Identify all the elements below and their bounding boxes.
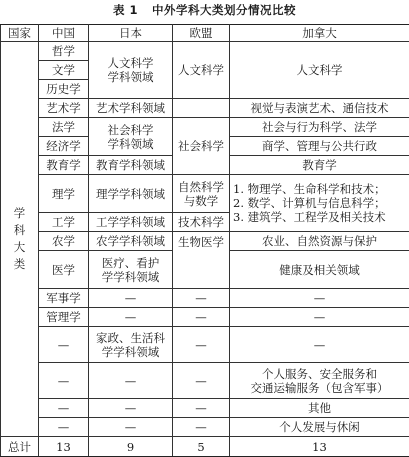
header-row [1, 25, 409, 42]
eu-home: — [173, 327, 230, 363]
china-literature: 文学 [39, 61, 89, 80]
canada-humanities: 人文科学 [230, 42, 409, 99]
eu-services: — [173, 363, 230, 399]
table-title: 中外学科大类划分情况比较 [152, 3, 296, 17]
japan-services: — [89, 363, 173, 399]
china-science: 理学 [39, 175, 89, 213]
china-home: — [39, 327, 89, 363]
totals-japan: 9 [89, 437, 173, 457]
china-agriculture: 农学 [39, 232, 89, 251]
japan-home: 家政、生活科 学学科领域 [89, 327, 173, 363]
japan-management: — [89, 308, 173, 327]
table-row [1, 118, 409, 137]
japan-engineering: 工学学科领域 [89, 213, 173, 232]
table-row [1, 99, 409, 118]
canada-business: 商学、管理与公共行政 [230, 137, 409, 156]
table-row [1, 327, 409, 363]
totals-eu: 5 [173, 437, 230, 457]
china-personal: — [39, 418, 89, 437]
japan-humanities: 人文科学 学科领域 [89, 42, 173, 99]
china-arts: 艺术学 [39, 99, 89, 118]
table-row [1, 418, 409, 437]
china-education: 教育学 [39, 156, 89, 175]
totals-china: 13 [39, 437, 89, 457]
header-canada: 加拿大 [230, 25, 409, 42]
totals-label: 总计 [1, 437, 39, 457]
totals-row [1, 437, 409, 457]
japan-education: 教育学科领域 [89, 156, 173, 175]
table-row [1, 363, 409, 399]
table-row [1, 232, 409, 251]
table-row [1, 175, 409, 213]
canada-agriculture: 农业、自然资源与保护 [230, 232, 409, 251]
china-engineering: 工学 [39, 213, 89, 232]
eu-natural: 自然科学 与数学 [173, 175, 230, 213]
canada-home: — [230, 327, 409, 363]
china-management: 管理学 [39, 308, 89, 327]
table-row [1, 42, 409, 61]
eu-humanities: 人文科学 [173, 42, 230, 99]
table-number: 表 1 [113, 3, 138, 17]
japan-agriculture: 农学学科领域 [89, 232, 173, 251]
header-country: 国家 [1, 25, 39, 42]
canada-other: 其他 [230, 399, 409, 418]
table-row [1, 289, 409, 308]
canada-sciences: 1. 物理学、生命科学和技术； 2. 数学、计算机与信息科学； 3. 建筑学、工程学及相关技术 [230, 175, 409, 232]
china-philosophy: 哲学 [39, 42, 89, 61]
header-japan: 日本 [89, 25, 173, 42]
china-services: — [39, 363, 89, 399]
header-eu: 欧盟 [173, 25, 230, 42]
table-caption [0, 2, 409, 18]
canada-social: 社会与行为科学、法学 [230, 118, 409, 137]
china-law: 法学 [39, 118, 89, 137]
china-military: 军事学 [39, 289, 89, 308]
japan-other: — [89, 399, 173, 418]
header-china: 中国 [39, 25, 89, 42]
japan-personal: — [89, 418, 173, 437]
china-other: — [39, 399, 89, 418]
canada-services: 个人服务、安全服务和 交通运输服务（包含军事） [230, 363, 409, 399]
japan-social: 社会科学 学科领域 [89, 118, 173, 156]
canada-management: — [230, 308, 409, 327]
japan-medicine: 医疗、看护 学学科领域 [89, 251, 173, 289]
table-row [1, 308, 409, 327]
japan-science: 理学学科领域 [89, 175, 173, 213]
china-history: 历史学 [39, 80, 89, 99]
eu-military: — [173, 289, 230, 308]
china-economics: 经济学 [39, 137, 89, 156]
eu-personal: — [173, 418, 230, 437]
canada-education: 教育学 [230, 156, 409, 175]
eu-social: 社会科学 [173, 118, 230, 175]
eu-arts-empty [173, 99, 230, 118]
eu-biomedical: 生物医学 [173, 232, 230, 289]
group-label-cell: 学 科 大 类 [1, 42, 39, 437]
eu-management: — [173, 308, 230, 327]
totals-canada: 13 [230, 437, 409, 457]
canada-personal: 个人发展与休闲 [230, 418, 409, 437]
japan-military: — [89, 289, 173, 308]
eu-other: — [173, 399, 230, 418]
canada-arts: 视觉与表演艺术、通信技术 [230, 99, 409, 118]
table-row [1, 399, 409, 418]
japan-arts: 艺术学科领域 [89, 99, 173, 118]
canada-military: — [230, 289, 409, 308]
eu-technical: 技术科学 [173, 213, 230, 232]
canada-health: 健康及相关领域 [230, 251, 409, 289]
china-medicine: 医学 [39, 251, 89, 289]
comparison-table [0, 24, 409, 457]
